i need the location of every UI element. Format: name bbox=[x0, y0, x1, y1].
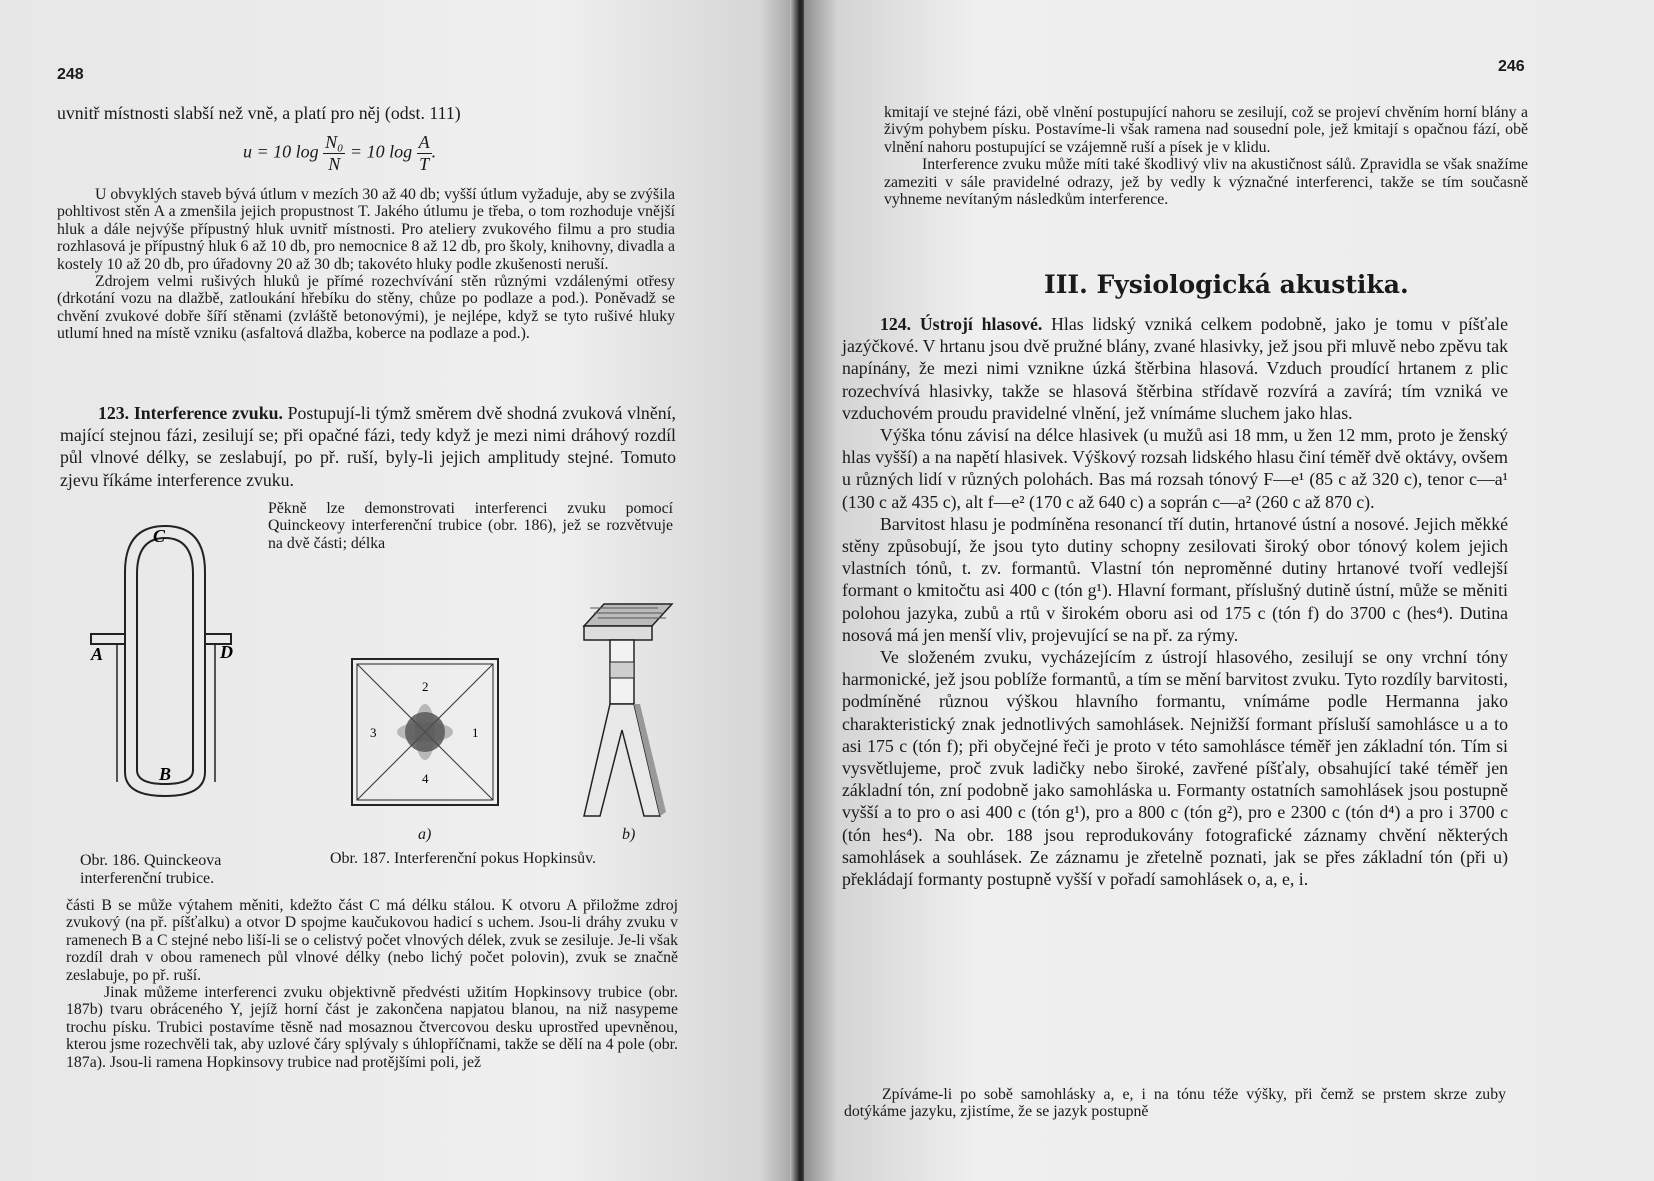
label-c: C bbox=[153, 526, 166, 546]
paragraph: Barvitost hlasu je podmíněna resonancí tří dutin, hrtanové ústní a nosové. Jejich měkké stěny způsobují, že jsou tyto dutiny schopny zesilovati široký obor tónový kolem jejich vlastních tónů, t. zv. formantů. Vlastní tón neproměnné dutiny hrtanové tvoří vedlejší formant o kmitočtu asi 400 c (tón g¹). Hlavní formant, příslušný dutině ústní, může se měniti polohou jazyka, zubů a rtů v širokém oboru asi od 175 c (tón f) do 3700 c (hes⁴). Dutina nosová má jen menší vliv, projevující se na př. za rýmy. bbox=[842, 513, 1508, 645]
paragraph: části B se může výtahem měniti, kdežto část C má délku stálou. K otvoru A přiložme zdroj zvukový (na př. píšťalku) a otvor D spojme kaučukovou hadicí s uchem. Jsou-li dráhy zvuku v ramenech B a C stejné nebo liší-li se o celistvý počet vlnových délek, zvuk se zesiluje. Je-li však rozdíl drah v obou ramenech půl vlnové délky (nebo lichý počet polovin), zvuk se značně zeslabuje, po př. ruší. bbox=[66, 897, 678, 984]
caption-fig-187: Obr. 187. Interferenční pokus Hopkinsův. bbox=[330, 850, 597, 867]
paragraph: kmitají ve stejné fázi, obě vlnění postupující nahoru se zesilují, což se projeví chvěním horní blány a živým pohybem písku. Postavíme-li však ramena nad sousední pole, jež kmitají s opačnou fází, obě vlnění nahoru postupující se vzájemně ruší a písek je v klidu. bbox=[884, 104, 1528, 156]
field-1: 1 bbox=[472, 725, 479, 740]
section-title: 124. Ústrojí hlasové. bbox=[880, 314, 1043, 334]
body-block-3 bbox=[844, 1086, 1506, 1121]
body-block-1 bbox=[884, 104, 1528, 208]
quincke-tube-figure bbox=[85, 512, 245, 802]
label-b: B bbox=[159, 764, 172, 784]
page-number: 246 bbox=[1498, 58, 1525, 75]
formula-end: . bbox=[431, 141, 437, 162]
formula-mid: = 10 log bbox=[345, 141, 417, 162]
section-title: 123. Interference zvuku. bbox=[98, 403, 283, 423]
field-3: 3 bbox=[370, 725, 377, 740]
section-text: Hlas lidský vzniká celkem podobně, jako je tomu v píšťale jazýčkové. V hrtanu jsou dvě pružné blány, zvané hlasivky, jež jsou při mluvě nebo zpěvu tak napínány, že mezi nimi vznikne úzká štěrbina hlasová. Vzduch proudící hrtanem z plic rozechvívá hlasivky, takže se hlasová štěrbina střídavě rozvírá a zavírá; tím vzniká ve vzduchovém proudu pravidelné vlnění, jež vnímáme sluchem jako hlas. bbox=[842, 314, 1508, 423]
chladni-plate-figure bbox=[348, 655, 508, 820]
body-block-1 bbox=[57, 186, 675, 343]
paragraph: Zpíváme-li po sobě samohlásky a, e, i na tónu téže výšky, při čemž se prstem skrze zuby dotýkáme jazyku, zjistíme, že se jazyk postupně bbox=[844, 1086, 1506, 1121]
fraction-2-den: T bbox=[419, 154, 430, 174]
fraction-1 bbox=[323, 132, 345, 175]
fraction-1-num: N₀ bbox=[325, 132, 344, 152]
paragraph: Jinak můžeme interferenci zvuku objektivně předvésti užitím Hopkinsovy trubice (obr. 187b) tvaru obráceného Y, jejíž horní část je zakončena napjatou blanou, na niž nasypeme trochu písku. Trubici postavíme těsně nad mosaznou čtvercovou desku uprostřed upevněnou, kterou jsme rozechvěli tak, aby uzlové čáry splývaly s úhlopříčnami, takže se dělí na 4 pole (obr. 187a). Jsou-li ramena Hopkinsovy trubice nad protějšími poli, jež bbox=[66, 984, 678, 1071]
formula bbox=[243, 132, 436, 175]
paragraph: U obvyklých staveb bývá útlum v mezích 30 až 40 db; vyšší útlum vyžaduje, aby se zvýšila pohltivost stěn A a zmenšila jejich propustnost T. Jakého útlumu je třeba, o tom rozhoduje vnější hluk a dále nejvýše přípustný hluk uvnitř místnosti. Pro ateliery zvukového filmu a pro studia rozhlasová je přípustný hluk 6 až 10 db, pro nemocnice 8 až 12 db, pro školy, knihovny, divadla a kostely 10 až 20 db, pro úřadovny 20 až 30 db; takovéto hluky podle zkušenosti neruší. bbox=[57, 186, 675, 273]
paragraph: Zdrojem velmi rušivých hluků je přímé rozechvívání stěn různými vzdálenými otřesy (drkotání vozu na dlažbě, zatloukání hřebíku do stěny, chůze po podlaze a pod.). Poněvadž se chvění zvukové dobře šíří stěnami (zvláště betonovými), je nejlépe, když se tyto rušivé hluky utlumí hned na místě vzniku (asfaltová dlažba, koberce na podlaze a pod.). bbox=[57, 273, 675, 343]
hopkins-tube-figure bbox=[570, 600, 680, 830]
sublabel-b: b) bbox=[622, 826, 636, 843]
section-123 bbox=[60, 402, 676, 491]
label-a: A bbox=[91, 644, 104, 664]
body-block-2 bbox=[66, 897, 678, 1071]
page-number: 248 bbox=[57, 66, 84, 83]
formula-lhs: u = 10 log bbox=[243, 141, 324, 162]
chapter-title: III. Fysiologická akustika. bbox=[1044, 270, 1409, 299]
body-block-2 bbox=[842, 313, 1508, 890]
sublabel-a: a) bbox=[418, 826, 432, 843]
side-text: Pěkně lze demonstrovati interferenci zvuku pomocí Quinckeovy interferenční trubice (obr. 186), jež se rozvětvuje na dvě části; délka bbox=[268, 500, 673, 552]
section-text: Postupují-li týmž směrem dvě shodná zvuková vlnění, mající stejnou fázi, zesilují se; při opačné fázi, tedy když je mezi nimi dráhový rozdíl půl vlnové délky, se zeslabují, po př. ruší, byly-li jejich amplitudy stejné. Tomuto zjevu říkáme interference zvuku. bbox=[60, 403, 676, 490]
field-2: 2 bbox=[422, 679, 429, 694]
fraction-2 bbox=[417, 132, 432, 175]
caption-fig-186: Obr. 186. Quinckeova interferenční trubice. bbox=[80, 852, 222, 887]
field-4: 4 bbox=[422, 771, 429, 786]
intro-text: uvnitř místnosti slabší než vně, a platí pro něj (odst. 111) bbox=[57, 103, 461, 123]
fraction-2-num: A bbox=[418, 132, 430, 152]
right-page bbox=[804, 0, 1654, 1181]
paragraph: Výška tónu závisí na délce hlasivek (u mužů asi 18 mm, u žen 12 mm, proto je ženský hlas vyšší) a na napětí hlasivek. Výškový rozsah lidského hlasu činí téměř dvě oktávy, ovšem u různých lidí v různých polohách. Bas má rozsah tónový F—e¹ (85 c až 320 c), tenor c—a¹ (130 c až 435 c), alt f—e² (170 c až 640 c) a soprán c—a² (260 c až 870 c). bbox=[842, 425, 1508, 512]
label-d: D bbox=[220, 642, 233, 662]
paragraph: Interference zvuku může míti také škodlivý vliv na akustičnost sálů. Zpravidla se však snažíme zameziti v sále pravidelné odrazy, jež by vedly k význačné interferenci, takže se tím současně vyhneme nevítaným následkům interference. bbox=[884, 156, 1528, 209]
paragraph: Ve složeném zvuku, vycházejícím z ústrojí hlasového, zesilují se ony vrchní tóny harmonické, jež jsou poblíže formantů, a tím se mění barvitost zvuku. Tyto rozdíly barvitosti, podmíněné různou výškou hlavního formantu, vnímáme podle Hermanna jako charakteristický znak jednotlivých samohlásek. Nejnižší formant přísluší samohlásce u a to asi 175 c (tón f); při obyčejné řeči je proto v této samohlásce téměř jen základní tón. Tím si vysvětlujeme, proč zvuk ladičky nebo široké, zavřené píšťaly, obsahující také téměř jen základní tón, zní podobně jako samohláska u. Formanty ostatních samohlásek jsou postupně vyšší a to pro o asi 400 c (tón g¹), pro a 800 c (tón g²), pro e 2300 c (tón d⁴) a pro i 3700 c (tón hes⁴). Na obr. 188 jsou reprodukovány fotografické záznamy chvění některých samohlásek a souhlásek. Ze záznamu je zřetelně poznati, jak se přes základní tón (při u) překládají formanty postupně vyšší v pořadí samohlásek o, a, e, i. bbox=[842, 647, 1508, 890]
fraction-1-den: N bbox=[328, 154, 341, 174]
left-page bbox=[0, 0, 800, 1181]
